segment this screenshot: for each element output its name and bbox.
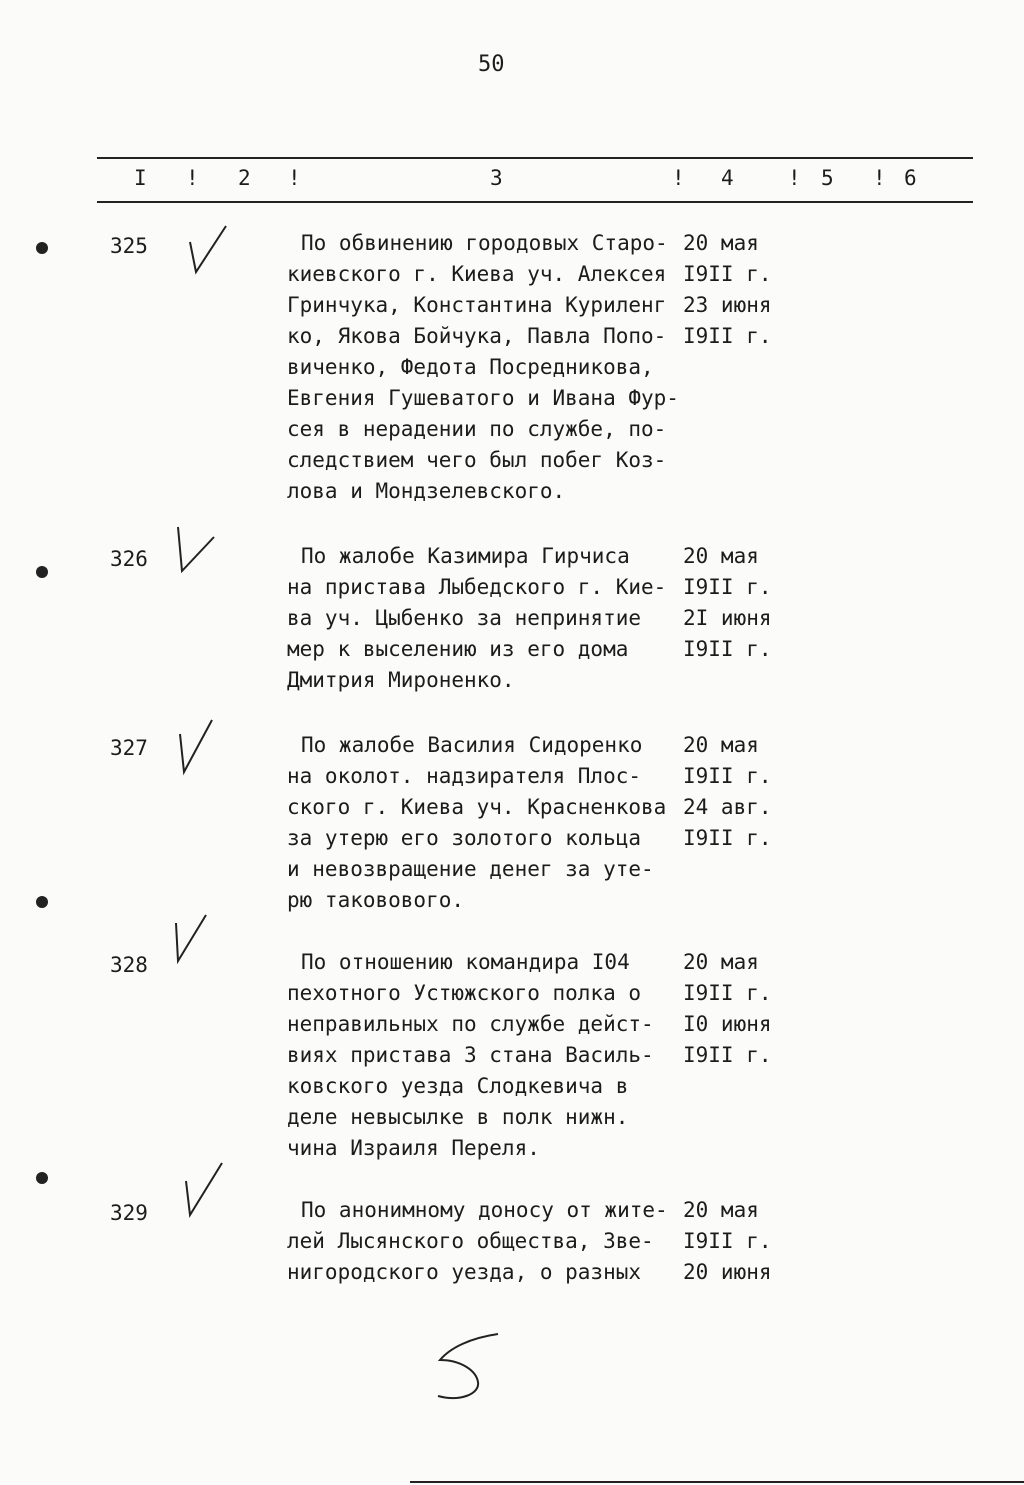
entry-text-line: лей Лысянского общества, Зве- (287, 1229, 654, 1253)
entry-date-line: I9II г. (683, 262, 772, 286)
entry-text-line: По отношению командира I04 (301, 950, 630, 974)
entry-text-line: По жалобе Василия Сидоренко (301, 733, 643, 757)
column-separator: ! (873, 166, 886, 190)
entry-number: 328 (110, 953, 148, 977)
entry-text-line: Гринчука, Константина Куриленг (287, 293, 667, 317)
checkmark-icon (178, 1161, 228, 1221)
entry-date-line: I9II г. (683, 1043, 772, 1067)
entry-date-line: 20 мая (683, 1198, 759, 1222)
entry-text-line: ко, Якова Бойчука, Павла Попо- (287, 324, 667, 348)
entry-text-line: мер к выселению из его дома (287, 637, 629, 661)
entry-text-line: за утерю его золотого кольца (287, 826, 642, 850)
entry-text-line: деле невысылке в полк нижн. (287, 1105, 629, 1129)
entry-text-line: ского г. Киева уч. Красненкова (287, 795, 667, 819)
entry-number: 327 (110, 736, 148, 760)
entry-text-line: неправильных по службе дейст- (287, 1012, 654, 1036)
punch-hole (36, 566, 48, 578)
entry-text-line: на пристава Лыбедского г. Кие- (287, 575, 667, 599)
entry-text-line: пехотного Устюжского полка о (287, 981, 642, 1005)
entry-date-line: I9II г. (683, 324, 772, 348)
entry-date-line: I9II г. (683, 575, 772, 599)
punch-hole (36, 242, 48, 254)
header-bottom-rule (97, 201, 973, 203)
entry-text-line: По обвинению городовых Старо- (301, 231, 668, 255)
entry-number: 325 (110, 234, 148, 258)
entry-date-line: 20 мая (683, 231, 759, 255)
punch-hole (36, 1172, 48, 1184)
entry-text-line: ковского уезда Слодкевича в (287, 1074, 629, 1098)
entry-date-line: I9II г. (683, 826, 772, 850)
column-header-4: 4 (721, 166, 734, 190)
entry-date-line: 20 мая (683, 733, 759, 757)
entry-text-line: чина Израиля Переля. (287, 1136, 540, 1160)
entry-date-line: 20 мая (683, 950, 759, 974)
entry-number: 329 (110, 1201, 148, 1225)
entry-number: 326 (110, 547, 148, 571)
entry-text-line: Евгения Гушеватого и Ивана Фур- (287, 386, 679, 410)
checkmark-icon (170, 519, 220, 579)
column-header-row (0, 166, 1024, 196)
punch-hole (36, 896, 48, 908)
entry-text-line: нигородского уезда, о разных (287, 1260, 642, 1284)
bottom-edge-rule (410, 1481, 1024, 1483)
column-separator: ! (788, 166, 801, 190)
checkmark-icon (168, 909, 218, 969)
entry-date-line: I9II г. (683, 1229, 772, 1253)
entry-text-line: Дмитрия Мироненко. (287, 668, 515, 692)
entry-text-line: По жалобе Казимира Гирчиса (301, 544, 630, 568)
page-number: 50 (478, 52, 505, 77)
column-separator: ! (186, 166, 199, 190)
column-header-3: 3 (490, 166, 503, 190)
entry-text-line: на околот. надзирателя Плос- (287, 764, 642, 788)
column-header-6: 6 (904, 166, 917, 190)
column-header-2: 2 (238, 166, 251, 190)
entry-date-line: I9II г. (683, 764, 772, 788)
entry-text-line: По анонимному доносу от жите- (301, 1198, 668, 1222)
entry-text-line: виях пристава 3 стана Василь- (287, 1043, 654, 1067)
column-separator: ! (672, 166, 685, 190)
column-header-1: I (134, 166, 147, 190)
column-separator: ! (288, 166, 301, 190)
header-top-rule (97, 157, 973, 159)
entry-text-line: лова и Мондзелевского. (287, 479, 566, 503)
entry-date-line: I0 июня (683, 1012, 772, 1036)
entry-text-line: следствием чего был побег Коз- (287, 448, 667, 472)
column-header-5: 5 (821, 166, 834, 190)
entry-date-line: I9II г. (683, 637, 772, 661)
entry-date-line: 23 июня (683, 293, 772, 317)
entry-text-line: виченко, Федота Посредникова, (287, 355, 654, 379)
entry-text-line: рю таковового. (287, 888, 465, 912)
entry-date-line: I9II г. (683, 981, 772, 1005)
entry-date-line: 24 авг. (683, 795, 772, 819)
entry-text-line: киевского г. Киева уч. Алексея (287, 262, 667, 286)
handwritten-five-mark (430, 1330, 510, 1410)
checkmark-icon (172, 716, 222, 776)
entry-text-line: ва уч. Цыбенко за непринятие (287, 606, 642, 630)
entry-text-line: и невозвращение денег за уте- (287, 857, 654, 881)
entry-text-line: сея в нерадении по службе, по- (287, 417, 667, 441)
checkmark-icon (182, 220, 232, 280)
entry-date-line: 20 мая (683, 544, 759, 568)
entry-date-line: 2I июня (683, 606, 772, 630)
entry-date-line: 20 июня (683, 1260, 772, 1284)
